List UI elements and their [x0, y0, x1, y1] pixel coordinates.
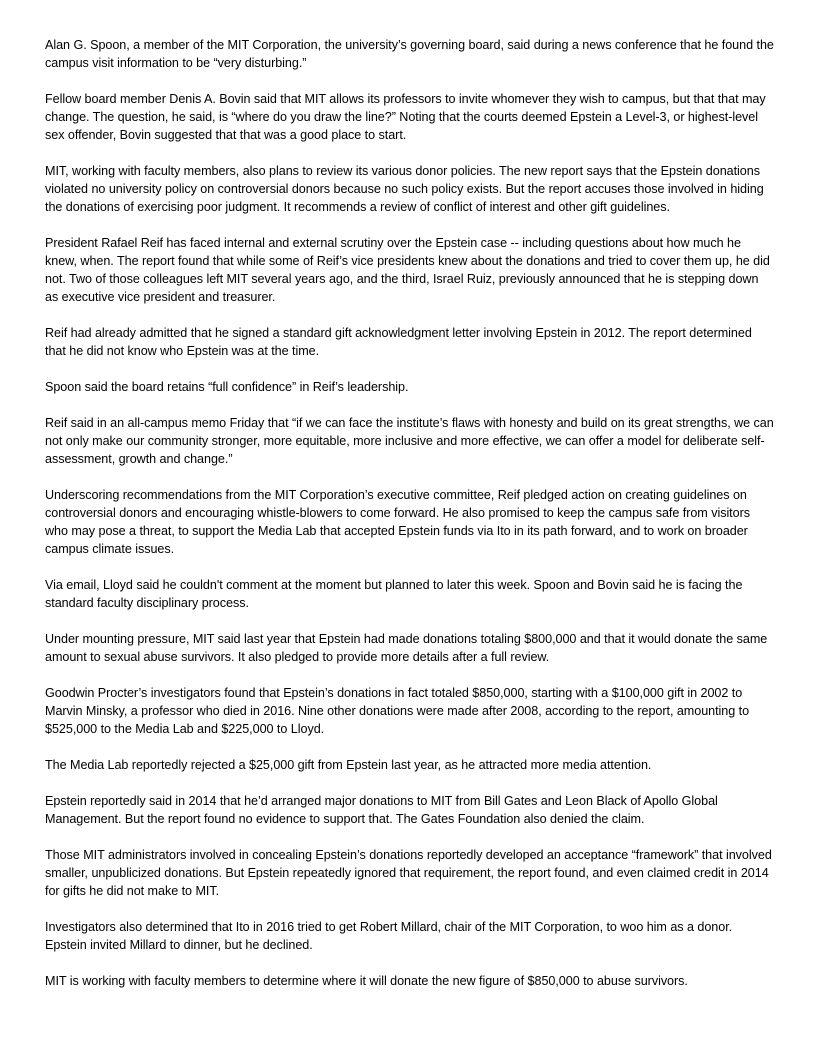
- paragraph-donor-policies: MIT, working with faculty members, also plans to review its various donor policies. The new report says that the Epstein donations violated no university policy on controversial donors because no such policy exists. But the report accuses those involved in hiding the donations of exercising poor judgment. It recommends a review of conflict of interest and other gift guidelines.: [45, 164, 764, 214]
- paragraph-rejected-gift: The Media Lab reportedly rejected a $25,000 gift from Epstein last year, as he attracted more media attention.: [45, 758, 652, 772]
- paragraph-bovin-statement: Fellow board member Denis A. Bovin said that MIT allows its professors to invite whomever they wish to campus, but that that may change. The question, he said, is “where do you draw the line?” Noting that the courts deemed Epstein a Level-3, or highest-level sex offender, Bovin suggested that that was a good place to start.: [45, 92, 766, 142]
- document-page: [45, 36, 775, 1008]
- paragraph-reif-memo: Reif said in an all-campus memo Friday that “if we can face the institute’s flaws with honesty and build on its great strengths, we can not only make our community stronger, more equitable, more inclusive and more effective, we can offer a model for deliberate self-assessment, growth and change.”: [45, 416, 774, 466]
- paragraph-gates-black: Epstein reportedly said in 2014 that he’d arranged major donations to MIT from Bill Gates and Leon Black of Apollo Global Management. But the report found no evidence to support that. The Gates Foundation also denied the claim.: [45, 794, 718, 826]
- paragraph-donation-plan: MIT is working with faculty members to determine where it will donate the new figure of $850,000 to abuse survivors.: [45, 974, 688, 988]
- paragraph-investigators-findings: Goodwin Procter’s investigators found that Epstein’s donations in fact totaled $850,000, starting with a $100,000 gift in 2002 to Marvin Minsky, a professor who died in 2016. Nine other donations were made after 2008, according to the report, amounting to $525,000 to the Media Lab and $225,000 to Lloyd.: [45, 686, 750, 736]
- paragraph-mounting-pressure: Under mounting pressure, MIT said last year that Epstein had made donations totaling $800,000 and that it would donate the same amount to sexual abuse survivors. It also pledged to provide more details after a full review.: [45, 632, 768, 664]
- paragraph-lloyd-email: Via email, Lloyd said he couldn't comment at the moment but planned to later this week. Spoon and Bovin said he is facing the standard faculty disciplinary process.: [45, 578, 743, 610]
- paragraph-gift-letter: Reif had already admitted that he signed a standard gift acknowledgment letter involving Epstein in 2012. The report determined that he did not know who Epstein was at the time.: [45, 326, 752, 358]
- paragraph-spoon-statement: Alan G. Spoon, a member of the MIT Corporation, the university’s governing board, said during a news conference that he found the campus visit information to be “very disturbing.”: [45, 38, 774, 70]
- paragraph-millard: Investigators also determined that Ito in 2016 tried to get Robert Millard, chair of the MIT Corporation, to woo him as a donor. Epstein invited Millard to dinner, but he declined.: [45, 920, 733, 952]
- paragraph-board-confidence: Spoon said the board retains “full confidence” in Reif’s leadership.: [45, 380, 409, 394]
- paragraph-reif-scrutiny: President Rafael Reif has faced internal and external scrutiny over the Epstein case -- including questions about how much he knew, when. The report found that while some of Reif’s vice presidents knew about the donations and tried to cover them up, he did not. Two of those colleagues left MIT several years ago, and the third, Israel Ruiz, previously announced that he is stepping down as executive vice president and treasurer.: [45, 236, 770, 304]
- paragraph-framework: Those MIT administrators involved in concealing Epstein’s donations reportedly developed an acceptance “framework” that involved smaller, unpublicized donations. But Epstein repeatedly ignored that requirement, the report found, and even claimed credit in 2014 for gifts he did not make to MIT.: [45, 848, 772, 898]
- paragraph-recommendations: Underscoring recommendations from the MIT Corporation’s executive committee, Reif pledged action on creating guidelines on controversial donors and encouraging whistle-blowers to come forward. He also promised to keep the campus safe from visitors who may pose a threat, to support the Media Lab that accepted Epstein funds via Ito in its path forward, and to work on broader campus climate issues.: [45, 488, 750, 556]
